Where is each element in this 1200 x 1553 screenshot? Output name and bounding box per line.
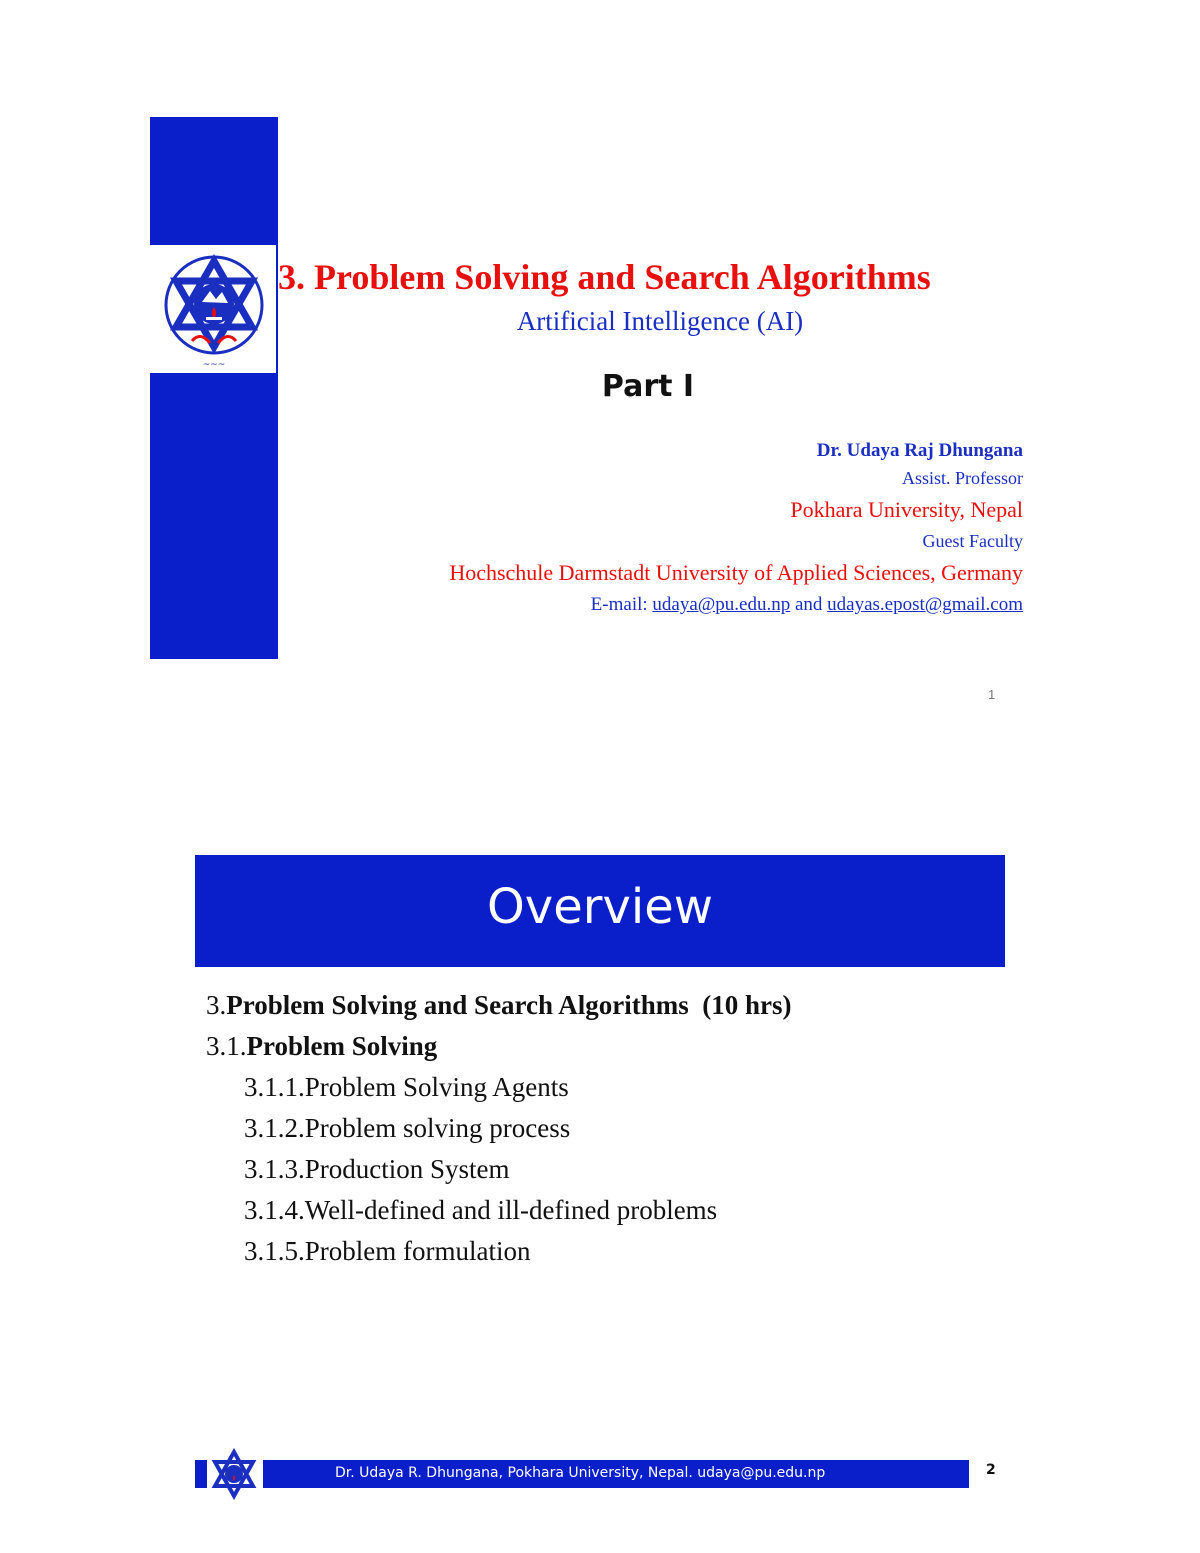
slide-number-1: 1 [988, 687, 996, 702]
footer-left-block [195, 1460, 207, 1488]
outline-item-3-1 [206, 1026, 792, 1067]
email-and: and [790, 594, 828, 615]
svg-text:~~~: ~~~ [202, 360, 226, 370]
pokhara-university-logo-icon [156, 247, 272, 371]
email-prefix: E-mail: [590, 594, 653, 615]
outline-list [206, 985, 792, 1272]
email-link-2[interactable]: udayas.epost@gmail.com [827, 594, 1023, 615]
slide-subtitle: Artificial Intelligence (AI) [516, 306, 804, 336]
author-name: Dr. Udaya Raj Dhungana [816, 440, 1023, 461]
outline-subitem: 3.1.3.Production System [244, 1154, 510, 1184]
outline-subitem: 3.1.1.Problem Solving Agents [244, 1072, 569, 1102]
footer-text: Dr. Udaya R. Dhungana, Pokhara University, Nepal. udaya@pu.edu.np [335, 1465, 826, 1481]
slide1-blue-bar-top [150, 117, 278, 245]
email-link-1[interactable]: udaya@pu.edu.np [652, 594, 791, 615]
overview-title: Overview [487, 879, 713, 935]
part-label: Part I [601, 369, 695, 404]
slide1-blue-bar-bottom [150, 373, 278, 659]
overview-banner [195, 855, 1005, 967]
outline-item-3 [206, 985, 792, 1026]
outline-subitem: 3.1.4.Well-defined and ill-defined problems [244, 1195, 718, 1225]
author-hochschule: Hochschule Darmstadt University of Applied Sciences, Germany [449, 560, 1023, 585]
outline-subitem: 3.1.2.Problem solving process [244, 1113, 571, 1143]
author-university: Pokhara University, Nepal [790, 497, 1023, 522]
outline-num: 3. [206, 990, 227, 1020]
author-email-line [323, 594, 1023, 616]
author-guest-label: Guest Faculty [922, 531, 1023, 551]
slide-title: 3. Problem Solving and Search Algorithms [278, 257, 931, 297]
outline-num: 3.1. [206, 1031, 247, 1061]
outline-hours: (10 hrs) [688, 990, 792, 1020]
slide-footer [195, 1448, 970, 1488]
outline-bold: Problem Solving and Search Algorithms [226, 990, 689, 1020]
page-number: 2 [986, 1462, 996, 1478]
author-block [323, 440, 1023, 616]
outline-bold: Problem Solving [246, 1031, 438, 1061]
footer-logo-icon [209, 1448, 259, 1504]
author-role: Assist. Professor [901, 468, 1023, 488]
university-logo [150, 245, 278, 373]
outline-subitem: 3.1.5.Problem formulation [244, 1236, 531, 1266]
